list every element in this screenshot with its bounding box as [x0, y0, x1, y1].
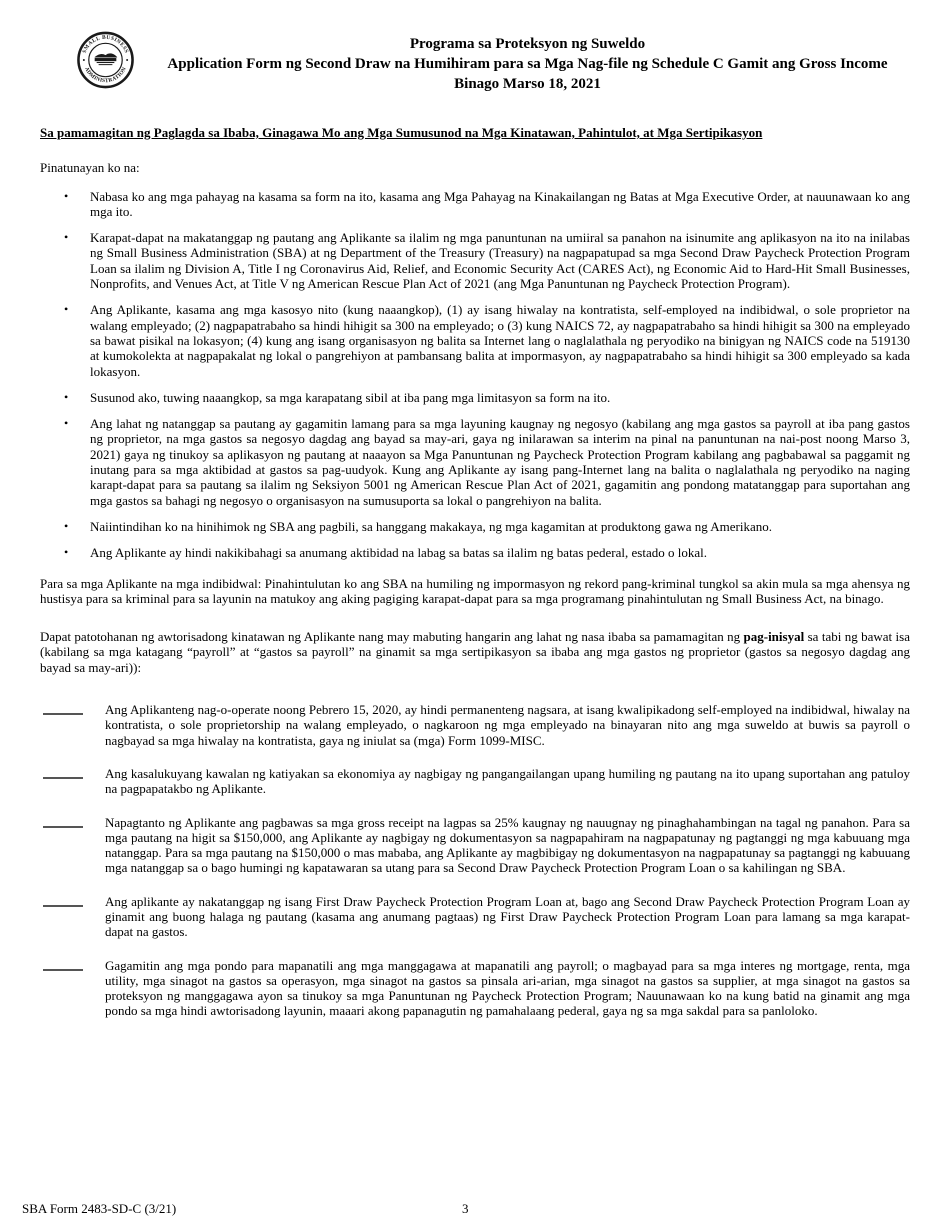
initial-instruction-pre: Dapat patotohanan ng awtorisadong kinatawan ng Aplikante nang may mabuting hangarin ang lahat ng nasa ibaba sa pamamagitan ng	[40, 629, 744, 645]
page-footer	[0, 1200, 950, 1216]
bullet-text: Ang lahat ng natanggap sa pautang ay gagamitin lamang para sa mga layuning kaugnay ng negosyo (kabilang ang mga gastos sa payroll at iba pang gastos ng proprietor, na mga gastos sa negosyo dagdag ang bayad sa may-ari, gaya ng inilarawan sa interim na pinal na panuntunan na nai-post noong Marso 3, 2021) gaya ng tinukoy sa aplikasyon ng pautang at naaayon sa Mga Panuntunan ng Paycheck Protection Program kabilang ang pagbabawal sa paggamit ng inutang para sa mga aktibidad at gastos sa pag-uudyok. Kung ang Aplikante ay isang pang-Internet lang na balita o naglalathala ng peryodiko na naging karapt-dapat para sa pautang sa ilalim ng Seksiyon 5001 ng American Rescue Plan Act of 2021, gagamitin ang pondong matatanggap para suportahan ang mga gastos sa bahagi ng negosyo o organisasyon na sumusuporta sa lokal o pangrehiyon na balita.	[90, 416, 910, 508]
list-item	[40, 519, 910, 534]
certification-bullet-list	[40, 189, 910, 561]
page-number: 3	[462, 1200, 469, 1216]
list-item	[40, 958, 910, 1019]
seal-bottom-text: ADMINISTRATION	[83, 66, 128, 85]
initial-instruction-bold: pag-inisyal	[743, 629, 805, 645]
certification-text: Ang kasalukuyang kawalan ng katiyakan sa ekonomiya ay nagbigay ng pangangailangan upang humiling ng pautang na ito upang suportahan ang patuloy na pagpapatakbo ng Aplikante.	[105, 765, 910, 797]
bullet-icon: •	[64, 416, 69, 431]
bullet-text: Naiintindihan ko na hinihimok ng SBA ang pagbili, sa hanggang makakaya, ng mga kagamitan at produktong gawa ng Amerikano.	[90, 518, 773, 534]
list-item	[40, 390, 910, 405]
bullet-text: Ang Aplikante, kasama ang mga kasosyo nito (kung naaangkop), (1) ay isang hiwalay na kontratista, self-employed na indibidwal, o sole proprietor na walang empleyado; (2) nagpapatrabaho sa hindi hihigit sa 300 na empleyado; o (3) kung NAICS 72, ay nagpapatrabaho sa hindi hihigit sa 300 na empleyado sa bawat pisikal na lokasyon; (4) kung ang isang organisasyon ng balita sa Internet lang o naglalathala ng peryodiko na binigyan ng NAICS code na 519130 at kumokolekta at nagpapakalat ng lokal o pangrehiyon at pambansang balita at impormasyon, ay nagpapatrabaho sa hindi hihigit sa 300 empleyado sa kada lokasyon.	[90, 302, 910, 379]
bullet-text: Nabasa ko ang mga pahayag na kasama sa form na ito, kasama ang Mga Pahayag na Kinakailangan ng Batas at Mga Executive Order, at nauunawaan ko ang mga ito.	[90, 188, 910, 219]
initials-field-1[interactable]	[43, 702, 83, 715]
bullet-icon: •	[64, 518, 69, 533]
list-item	[40, 302, 910, 378]
bullet-icon: •	[64, 188, 69, 203]
document-title-line3: Binago Marso 18, 2021	[454, 76, 601, 92]
individual-applicants-paragraph: Para sa mga Aplikante na mga indibidwal: Pinahintulutan ko ang SBA na humiling ng impormasyon ng rekord pang-kriminal tungkol sa akin mula sa mga ahensya ng hustisya para sa kriminal para sa layunin na matukoy ang aking pagiging karapat-dapat para sa mga programang pinahintulutan ng Small Business Act, na binago.	[40, 575, 910, 606]
bullet-text: Ang Aplikante ay hindi nakikibahagi sa anumang aktibidad na labag sa batas sa ilalim ng batas pederal, estado o lokal.	[90, 545, 707, 561]
initials-field-4[interactable]	[43, 894, 83, 907]
certification-text: Gagamitin ang mga pondo para mapanatili ang mga manggagawa at mapanatili ang payroll; o magbayad para sa mga interes ng mortgage, renta, mga utility, mga sinagot na gastos sa operasyon, mga sinagot na gastos sa pinsala ari-arian, mga sinagot na gastos sa supplier, at mga sinagot na gastos sa proteksyon ng manggagawa ayon sa tinukoy sa mga Panuntunan ng Paycheck Protection Program; Nauunawaan ko na kung batid na ginamit ang mga pondo sa mga hindi awtorisadong layunin, maaari akong papanagutin ng pamahalaang pederal, gaya ng sa mga sakdal para sa panloloko.	[105, 957, 910, 1019]
intro-line: Pinatunayan ko na:	[40, 160, 140, 176]
initials-field-3[interactable]	[43, 815, 83, 828]
initials-field-2[interactable]	[43, 766, 83, 779]
list-item	[40, 766, 910, 797]
page-header	[0, 0, 950, 94]
document-title-line1: Programa sa Proteksyon ng Suweldo	[409, 36, 646, 52]
document-title-block	[135, 30, 920, 94]
certification-text: Ang Aplikanteng nag-o-operate noong Pebrero 15, 2020, ay hindi permanenteng nagsara, at isang kwalipikadong self-employed na indibidwal, hiwalay na kontratista, o sole proprietorship na walang empleyado, o nagkaroon ng mga empleyado na binayaran nito ang mga suweldo at buwis sa payroll o nagbayad sa mga hiwalay na kontratista, gaya ng iniulat sa (mga) Form 1099-MISC.	[105, 702, 910, 748]
list-item	[40, 702, 910, 748]
bullet-icon: •	[64, 389, 69, 404]
list-item	[40, 416, 910, 508]
certification-text: Ang aplikante ay nakatanggap ng isang First Draw Paycheck Protection Program Loan at, bago ang Second Draw Paycheck Protection Program Loan ay ginamit ang buong halaga ng pautang (kasama ang anumang pagtaas) ng First Draw Paycheck Protection Program Loan para lamang sa mga karapat-dapat na gastos.	[105, 893, 910, 940]
list-item	[40, 545, 910, 560]
list-item	[40, 230, 910, 291]
initial-certification-list	[40, 702, 910, 1019]
certification-text: Napagtanto ng Aplikante ang pagbawas sa mga gross receipt na lagpas sa 25% kaugnay ng nauugnay ng pinaghahambingan na tagal ng panahon. Para sa mga pautang na higit sa $150,000, ang Aplikante ay nagbigay ng dokumentasyon sa nagpapahiram na nagpapatunay ng pagtanggi ng mga kabuuang mga natanggap. Para sa mga pautang na $150,000 o mas mababa, ang Aplikante ay magbibigay ng dokumentasyon na nagpapatunay sa pagtanggi ng kabuuang mga natanggap sa o bago humingi ng kapatawaran sa utang para sa Second Draw Paycheck Protection Program Loan o sa kahilingan ng SBA.	[105, 814, 910, 876]
bullet-icon: •	[64, 302, 69, 317]
bullet-icon: •	[64, 545, 69, 560]
bullet-icon: •	[64, 230, 69, 245]
certifications-section-heading: Sa pamamagitan ng Paglagda sa Ibaba, Ginagawa Mo ang Mga Sumusunod na Mga Kinatawan, Pahintulot, at Mga Sertipikasyon	[40, 125, 763, 140]
list-item	[40, 189, 910, 220]
initial-instruction-post: sa tabi ng bawat isa (kabilang sa mga katagang “payroll” at “gastos sa payroll” na ginamit sa mga sertipikasyon sa ibaba ang mga gastos ng proprietor (gastos sa negosyo dagdag ang bayad sa may-ari)):	[40, 629, 910, 675]
seal-top-text: SMALL BUSINESS	[81, 34, 130, 55]
bullet-text: Susunod ako, tuwing naaangkop, sa mga karapatang sibil at iba pang mga limitasyon sa form na ito.	[90, 389, 611, 405]
form-number: SBA Form 2483-SD-C (3/21)	[22, 1200, 177, 1216]
initials-field-5[interactable]	[43, 958, 83, 971]
sba-seal-icon	[76, 30, 135, 90]
document-title-line2: Application Form ng Second Draw na Humihiram para sa Mga Nag-file ng Schedule C Gamit ang Gross Income	[167, 56, 888, 72]
list-item	[40, 815, 910, 876]
bullet-text: Karapat-dapat na makatanggap ng pautang ang Aplikante sa ilalim ng mga panuntunan na umiiral sa panahon na isinumite ang aplikasyon na ito na inilabas ng Small Business Administration (SBA) at ng Department of the Treasury (Treasury) na nagpapatupad sa mga Second Draw Paycheck Protection Program Loan sa ilalim ng Division A, Title I ng Coronavirus Aid, Relief, and Economic Security Act (CARES Act), ng Economic Aid to Hard-Hit Small Businesses, Nonprofits, and Venues Act, at Title V ng American Rescue Plan Act of 2021 (ang Mga Panuntunan ng Paycheck Protection Program).	[90, 230, 910, 292]
initial-instruction-paragraph	[40, 629, 910, 675]
list-item	[40, 894, 910, 940]
